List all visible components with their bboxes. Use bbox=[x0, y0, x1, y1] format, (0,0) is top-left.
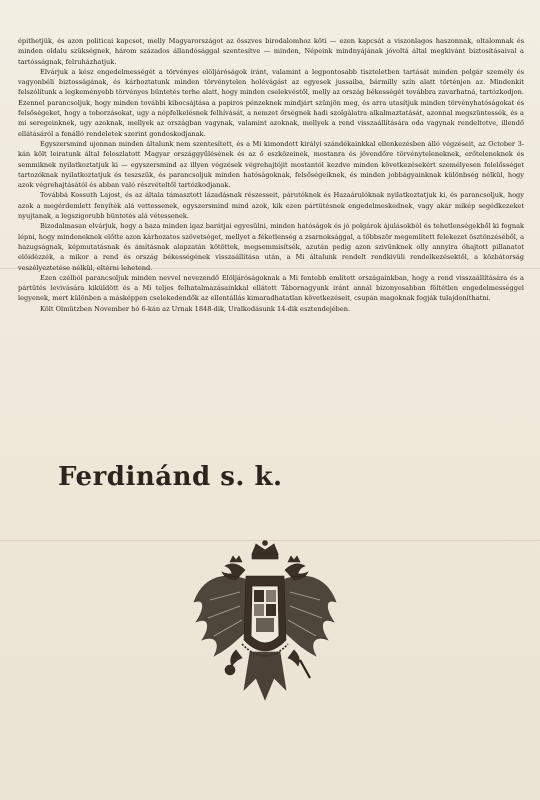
paragraph: Továbbá Kossuth Lajost, és az általa támasztott lázadásnak részesseit, párutóknek és Hazaárulóknak nyilatkoztatjuk ki, és parancsoljuk, hogy azok a megérdemlett fenyíték alá vettessenek, egyszersmind mind azok, kik ezen pártütésnek engedelmeskednek, vagy akár mikép segédkezeket nyujtanak, a legszigorubb büntetés alá vétessenek. bbox=[18, 191, 524, 221]
double-headed-eagle-crest-icon bbox=[190, 540, 340, 715]
paragraph: épithetjük, és azon politicai kapcsot, melly Magyarországot az összves birodalomhoz köti — ezen kapcsát a viszonlagos haszonnak, oltalomnak és minden oldalu szükségnek, három százados állandósággal szentesítve — minden, Népeink mindnyájának jóvoltá által megkivánt biztosításaival a tartósságnak, felruházhatjuk. bbox=[18, 37, 524, 66]
signature: Ferdinánd s. k. bbox=[58, 462, 283, 492]
date-line: Költ Olmützben November hó 6-kán az Urnak 1848-dik, Uralkodásunk 14-dik esztendejében. bbox=[40, 304, 351, 313]
paragraph: Elvárjuk a kész engedelmességét a törvényes elöljáróságok iránt, valamint a legpontosabb tiszteletben tartását minden polgár személy és vagyonbéli biztosságának, és kárhoztatunk minden törvénytelen holévágást az egyesek jussaiba, bármilly szín alatt történjen az. Mindenkit felszólítunk a legkeményebb törvényes büntetés terhe alatt, hogy minden cselekvéstől, melly az ország békességét továbbra zavarhatná, tartózkodjon. Ezennel parancsoljuk, hogy minden további kibocsájtása a papiros pénzeknek mindjárt szünjön meg, és arra utasítjuk minden törvényhatóságokat és felsőségeket, hogy a toborzásokat, ugy a népfelkelésnek felhívását, a nemzet őrségnek hadi szolgálatra alkalmaztatását, azonnal megszüntessék, és a mi seregeinknek, ugy azoknak, mellyek az országban vagynak, valamint azoknak, mellyek a rend visszaállítására oda vagynak rendeltetve, illendő ellátásáról a fenálló rendeletek szerint gondoskodjanak. bbox=[18, 67, 524, 138]
paragraph: Ezen czélból parancsoljuk minden nevvel nevezendő Elöljáróságoknak a Mi fentebb említett országainkban, hogy a rend visszaállítására és a pártütés levivására kiküldött és a Mi teljes felhatalmazásainkkal ellátott Tábornagyunk iránt annál bizonyosabban föltétlen engedelmességgel legyenek, mert különben a másképpen cselekedendők az ellentállás kimaradhatatlan következéseit, csupán magoknak fogják tulajdoníthatni. bbox=[18, 273, 524, 303]
paragraph: Egyszersmind ujonnan minden általunk nem szentesített, és a Mi kimondott királyi szándékainkkal ellenkezésben álló végzéseit, az October 3-kán költ leiratunk által feloszlatott Magyar országgyűlésének és az ő eszközeinek, mostanra és jövendőre törvényteleneknek, erőteleneknek és semmiknek nyilatkoztatjuk ki — egyszersmind az illyen végzések végrehajtójit mostantól kezdve minden következésekért személyesen felelősséget tartozóknak nyilatkoztatjuk és teszszük, és parancsoljuk minden hatóságoknak, felsőségeiknek, és minden jobbágyainknak különbség nélkül, hogy azok végrehajtásától és abban való részvételtől tartózkodjanak. bbox=[18, 139, 524, 190]
proclamation-body bbox=[18, 36, 524, 314]
paragraph: Bizodalmasan elvárjuk, hogy a haza minden igaz barátjai egyesülni, minden hatóságok és jó polgárok ájulásokból és tehetlenségekből ki fognak lépni, hogy mindeneknek előtte azon kárhozatos szövetséget, mellyet a féketlenség a zsarnoksággal, a többször megemlített felekezet ösztönzéséből, a hazugságnak, képmutatásnak és ámításnak alapzatán kötöttek, megsemmisítsék, azután pedig azon szivünknek olly annyira óhajtott pillanatot elöidézzék, a mikor a rend és ország békességének visszaállítása után, a Mi általunk rendelt rendkivüli rendelkezésektől, a közbátorság veszélyeztetése nélkül, eltérni lehetend. bbox=[18, 222, 525, 272]
